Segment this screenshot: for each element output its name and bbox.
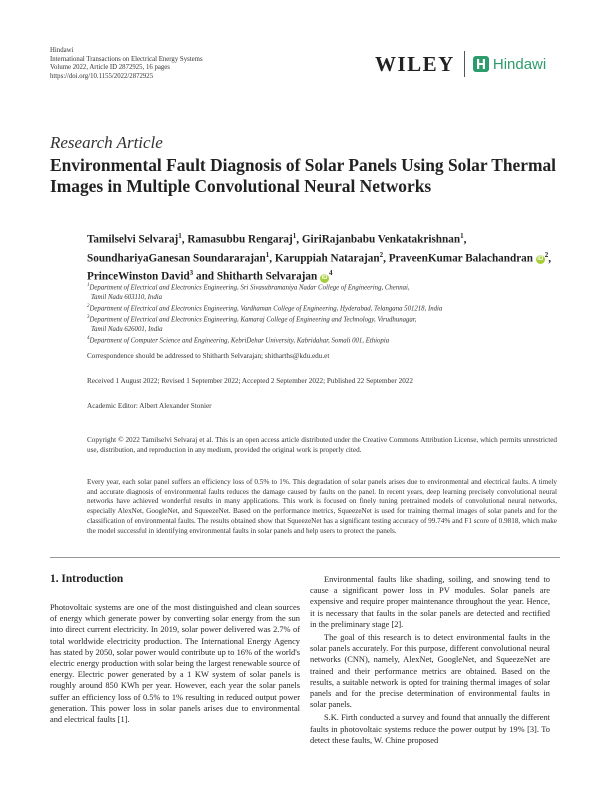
author-affiliation-number: 4	[329, 269, 333, 278]
affiliation-1	[87, 281, 557, 302]
affiliation-number: 4	[87, 336, 90, 342]
section-number: 1.	[50, 573, 59, 585]
section-divider	[50, 557, 560, 558]
journal-info	[50, 47, 203, 81]
paragraph: The goal of this research is to detect environmental faults in the solar panels accurately. For this purpose, different convolutional neural networks (CNN), namely, AlexNet, GoogleNet, and SqueezeNet are trained and their performance metrics are obtained. Based on the results, a suitable network is opted for training thermal images of solar panels and for the precise determination of environmental faults in solar panels.	[310, 633, 550, 710]
affiliation-4	[87, 334, 557, 346]
paper-title: Environmental Fault Diagnosis of Solar Panels Using Solar Thermal Images in Multiple Convolutional Neural Networks	[50, 155, 557, 196]
hindawi-wordmark: Hindawi	[492, 55, 547, 73]
author-name: GiriRajanbabu Venkatakrishnan	[301, 233, 461, 246]
paragraph: S.K. Firth conducted a survey and found that annually the different faults in photovoltaic systems reduce the power output by 19% [3]. To detect these faults, W. Chine proposed	[310, 713, 550, 745]
journal-name: International Transactions on Electrical Energy Systems	[50, 55, 203, 63]
affiliation-text-cont: Tamil Nadu 603110, India	[91, 293, 162, 301]
author-name: PraveenKumar Balachandran	[388, 252, 533, 265]
affiliation-text-cont: Tamil Nadu 626001, India	[91, 325, 163, 333]
logo-divider	[464, 51, 465, 77]
body-column-right	[310, 574, 550, 748]
author-name: Karuppiah Natarajan	[274, 252, 380, 265]
article-type: Research Article	[50, 133, 163, 152]
affiliation-number: 2	[87, 303, 90, 309]
journal-publisher: Hindawi	[50, 47, 74, 54]
affiliation-text: Department of Electrical and Electronics Engineering, Kamaraj College of Engineering and Technology, Virudhunagar,	[89, 316, 417, 324]
body-column-left	[50, 602, 300, 725]
author-name: Tamilselvi Selvaraj	[87, 233, 179, 246]
hindawi-logo	[472, 55, 546, 73]
abstract: Every year, each solar panel suffers an efficiency loss of 0.5% to 1%. This degradation of solar panels arises due to environmental and electrical faults. A timely and accurate diagnosis of environmental faults reduces the damage caused by faults on the panel. In recent years, deep learning precisely convolutional neural networks have achieved wonderful results in many applications. This work is focused on finely tuning pretrained models of convolutional neural networks, especially AlexNet, GoogleNet, and SqueezeNet. Based on the performance metrics, SqueezeNet is used for training thermal images of solar panels and for the classification of environmental faults. The results obtained show that SqueezeNet has a significant testing accuracy of 99.74% and F1 score of 0.9818, which make the model successful in identifying environmental faults in solar panels and help users to protect the panels.	[87, 478, 557, 535]
author-affiliation-number: 2	[544, 250, 549, 259]
wiley-logo: WILEY	[375, 51, 455, 76]
author-affiliation-number: 3	[189, 269, 194, 278]
publisher-logos	[375, 50, 546, 78]
affiliation-text: Department of Electrical and Electronics Engineering, Vardhaman College of Engineering, Hyderabad, Telangana 501218, India	[89, 305, 443, 313]
author-list: Tamilselvi Selvaraj$^1$, Ramasubbu Rengaraj$^1$, GiriRajanbabu Venkatakrishnan$^1$, SoundhariyaGanesan Soundararajan$^1$, Karuppiah Natarajan$^2$, PraveenKumar Balachandran $iD^2$, PrinceWinston David$^3$ and Shitharth Selvarajan $iD^4$	[87, 232, 552, 284]
author-name: Shitharth Selvarajan	[216, 271, 318, 284]
correspondence: Correspondence should be addressed to Shitharth Selvarajan; shitharths@kdu.edu.et	[87, 352, 330, 360]
section-heading	[50, 573, 123, 585]
author-affiliation-number: 1	[265, 250, 270, 259]
journal-doi[interactable]: https://doi.org/10.1155/2022/2872925	[50, 72, 154, 80]
dates: Received 1 August 2022; Revised 1 September 2022; Accepted 2 September 2022; Published 22 September 2022	[87, 377, 413, 385]
academic-editor: Academic Editor: Albert Alexander Stonier	[87, 402, 212, 410]
affiliation-3	[87, 313, 557, 334]
author-name: PrinceWinston David	[87, 271, 190, 284]
copyright-notice: Copyright © 2022 Tamilselvi Selvaraj et al. This is an open access article distributed under the Creative Commons Attribution License, which permits unrestricted use, distribution, and reproduction in any medium, provided the original work is properly cited.	[87, 436, 557, 454]
affiliation-number: 3	[87, 315, 90, 321]
journal-volume: Volume 2022, Article ID 2872925, 16 pages	[50, 64, 170, 72]
hindawi-icon	[472, 55, 490, 73]
affiliation-2	[87, 302, 557, 314]
affiliation-number: 1	[87, 283, 90, 288]
paragraph: Environmental faults like shading, soiling, and snowing tend to cause a significant power loss in PV modules. Solar panels are expensive and require proper maintenance throughout the year. Hence, it is necessary that faults in the solar panels are detected and rectified in the preliminary stage [2].	[310, 575, 550, 629]
orcid-icon[interactable]: iD	[321, 275, 328, 282]
author-name: Ramasubbu Rengaraj	[187, 233, 293, 246]
orcid-icon[interactable]: iD	[537, 256, 544, 263]
paragraph: Photovoltaic systems are one of the most distinguished and clean sources of energy which generate power by converting solar energy from the sun into direct current electricity. In 2019, solar power delivered was 2.7% of total worldwide electricity production. The International Energy Agency has stated by 2050, solar power would contribute up to 16% of the world's electric energy production with solar being the largest renewable source of energy. Electric power generated by a 1 KW system of solar panels is roughly around 850 KWh per year. However, each year the solar panels suffer an efficiency loss of 0.5% to 1% resulting in reduced output power generation. This power loss in solar panels arises due to environmental and electrical faults [1].	[50, 603, 300, 725]
author-name: SoundhariyaGanesan Soundararajan	[87, 252, 266, 265]
author-affiliation-number: 1	[460, 232, 464, 240]
author-affiliation-number: 2	[379, 250, 384, 259]
affiliation-list	[87, 281, 557, 346]
affiliation-text: Department of Electrical and Electronics Engineering, Sri Sivasubramaniya Nadar College of Engineering, Chennai,	[89, 284, 410, 292]
author-affiliation-number: 1	[292, 232, 297, 240]
section-title: Introduction	[61, 573, 124, 585]
affiliation-text: Department of Computer Science and Engineering, KebriDehar University, Kabridahar, Somali 001, Ethiopia	[89, 337, 390, 345]
author-affiliation-number: 1	[178, 232, 182, 240]
